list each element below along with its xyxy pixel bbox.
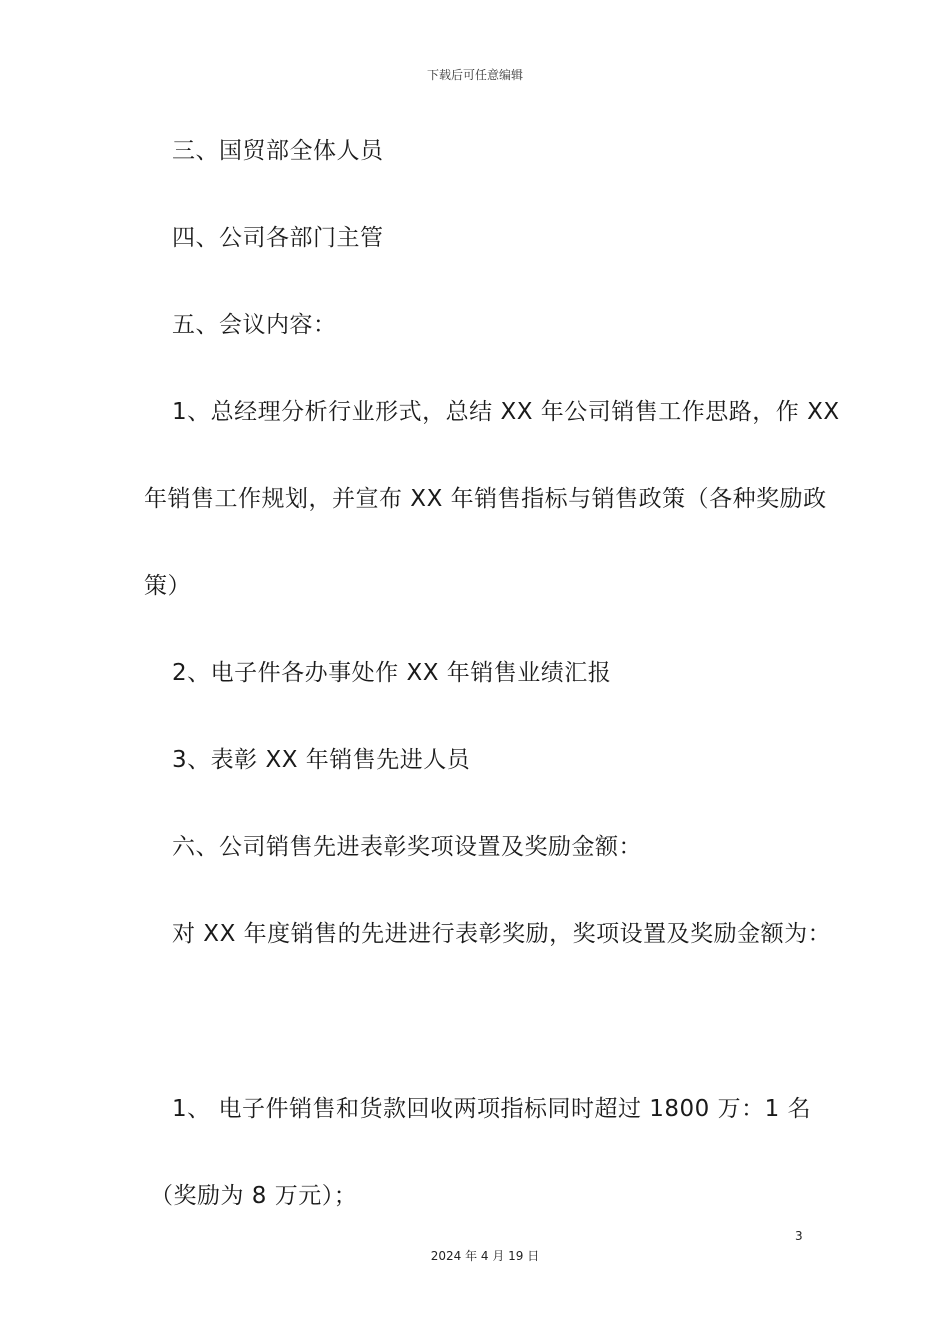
page-number: 3 [795,1229,803,1243]
paragraph-line: 六、公司销售先进表彰奖项设置及奖励金额： [172,834,642,860]
paragraph-line: 1、 电子件销售和货款回收两项指标同时超过 1800 万：1 名 [172,1096,812,1122]
paragraph-line: 五、会议内容： [172,312,337,338]
paragraph-line: 对 XX 年度销售的先进进行表彰奖励，奖项设置及奖励金额为： [172,921,832,947]
page-header: 下载后可任意编辑 [426,68,523,82]
paragraph-line: 3、表彰 XX 年销售先进人员 [172,747,471,773]
paragraph-line: 1、总经理分析行业形式，总结 XX 年公司销售工作思路，作 XX [172,399,840,425]
paragraph-line: 2、电子件各办事处作 XX 年销售业绩汇报 [172,660,612,686]
paragraph-line: （奖励为 8 万元）； [150,1183,358,1209]
paragraph-line: 策） [144,573,191,599]
paragraph-line: 年销售工作规划，并宣布 XX 年销售指标与销售政策（各种奖励政 [144,486,827,512]
paragraph-line: 四、公司各部门主管 [172,225,384,251]
paragraph-line: 三、国贸部全体人员 [172,138,384,164]
footer-date: 2024 年 4 月 19 日 [430,1249,540,1263]
